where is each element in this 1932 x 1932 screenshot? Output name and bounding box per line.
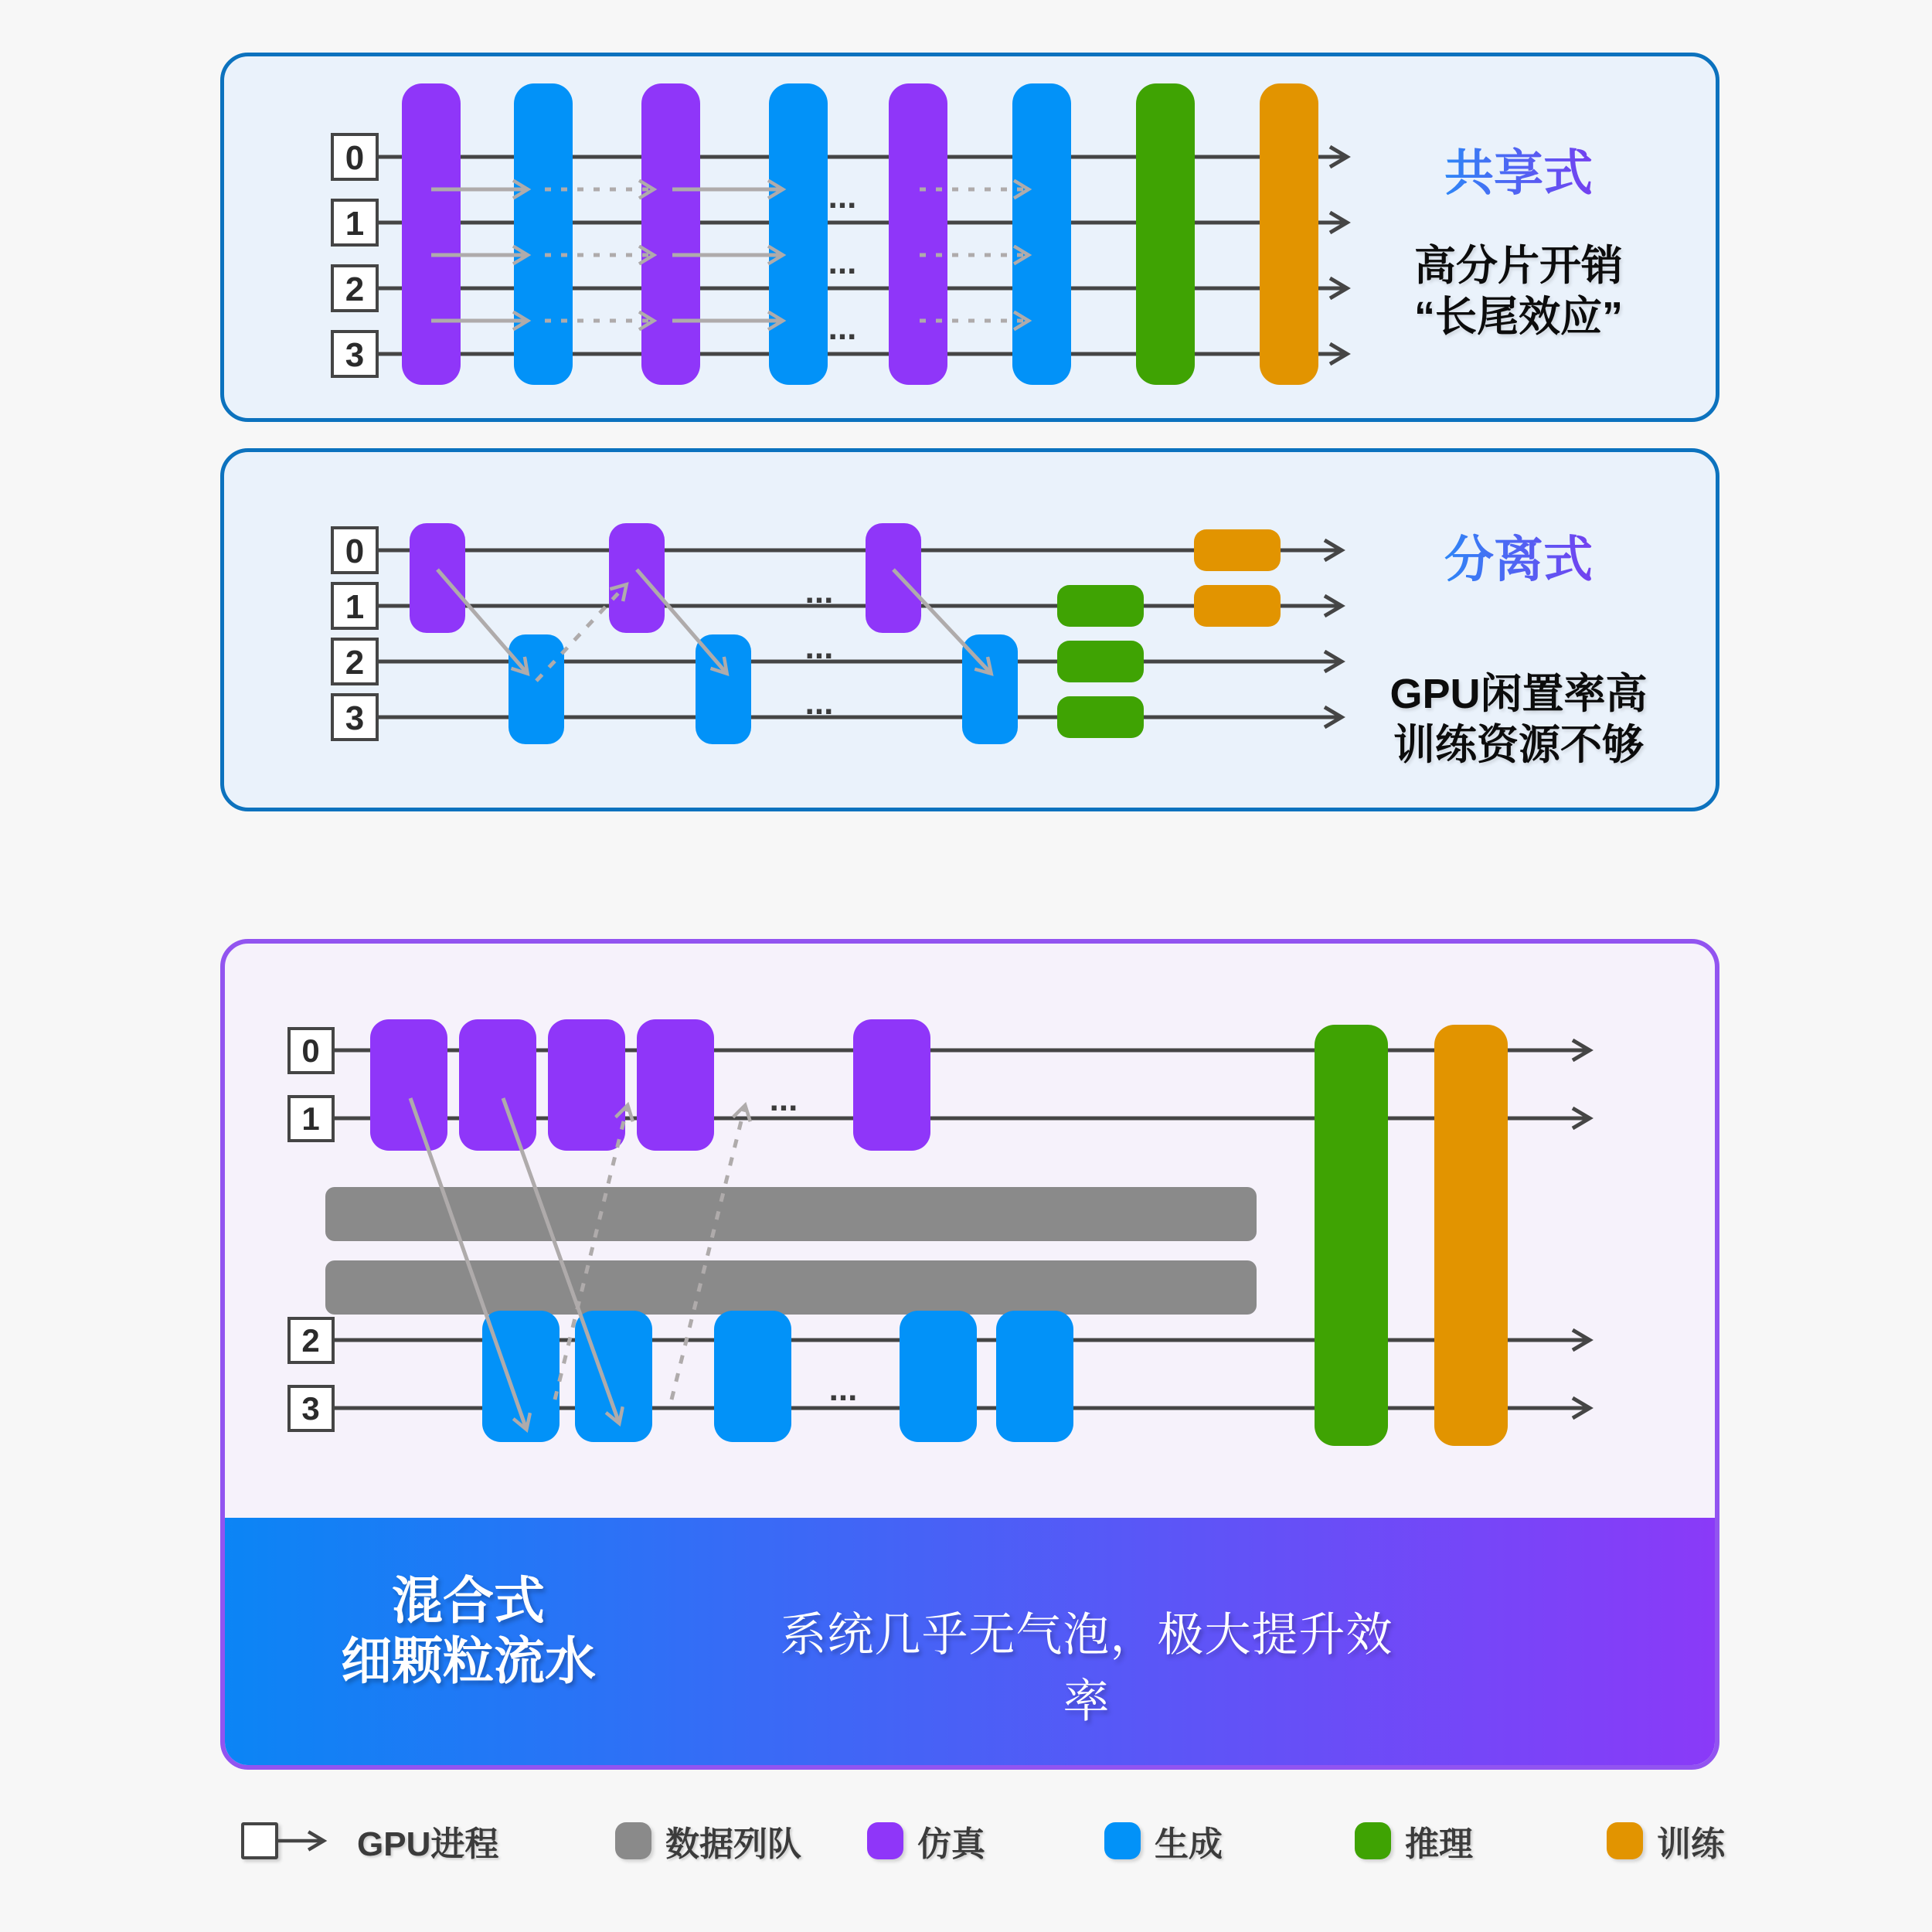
simulation-block bbox=[853, 1019, 930, 1151]
training-swatch bbox=[1607, 1822, 1643, 1859]
legend-training bbox=[1607, 1822, 1725, 1863]
simulation-block bbox=[370, 1019, 447, 1151]
gpu-row-label: 0 bbox=[345, 139, 365, 177]
gpu-row-label: 3 bbox=[301, 1390, 320, 1427]
legend-simulation-label: 仿真 bbox=[917, 1825, 985, 1863]
simulation-block bbox=[402, 83, 461, 385]
legend-simulation bbox=[867, 1822, 985, 1863]
generation-block bbox=[1012, 83, 1071, 385]
legend-gpu-process bbox=[241, 1822, 499, 1863]
simulation-block bbox=[641, 83, 700, 385]
simulation-block bbox=[459, 1019, 536, 1151]
inference-swatch bbox=[1355, 1822, 1391, 1859]
ellipsis: ... bbox=[828, 309, 857, 347]
ellipsis: ... bbox=[804, 684, 834, 722]
separated-title: 分离式 bbox=[1444, 520, 1593, 591]
training-block bbox=[1260, 83, 1318, 385]
ellipsis: ... bbox=[804, 628, 834, 666]
generation-block bbox=[996, 1311, 1073, 1442]
simulation-block bbox=[609, 523, 665, 633]
simulation-swatch bbox=[867, 1822, 903, 1859]
gpu-row-label: 3 bbox=[345, 699, 365, 737]
hybrid-diagram bbox=[225, 944, 1715, 1519]
legend-data-queue-label: 数据列队 bbox=[665, 1825, 801, 1863]
hybrid-title-line1: 混合式 bbox=[392, 1572, 545, 1629]
shared-side-text bbox=[1349, 134, 1689, 342]
training-block bbox=[1194, 585, 1281, 627]
inference-block bbox=[1057, 696, 1144, 738]
ellipsis: ... bbox=[828, 178, 857, 216]
gpu-process-arrow-icon bbox=[278, 1822, 343, 1859]
flow-arrow-dashed bbox=[536, 585, 626, 681]
hybrid-title-line2: 细颗粒流水 bbox=[341, 1632, 596, 1689]
hybrid-message: 系统几乎无气泡，极大提升效率 bbox=[780, 1609, 1393, 1727]
generation-block bbox=[696, 634, 751, 744]
legend-training-label: 训练 bbox=[1657, 1825, 1725, 1863]
panel-shared bbox=[220, 53, 1719, 422]
legend-inference bbox=[1355, 1822, 1473, 1863]
data-queue-bar bbox=[325, 1187, 1257, 1241]
generation-block bbox=[509, 634, 564, 744]
ellipsis: ... bbox=[828, 1370, 858, 1408]
data-queue-swatch bbox=[615, 1822, 651, 1859]
inference-block bbox=[1057, 641, 1144, 682]
gpu-row-label: 2 bbox=[345, 270, 365, 308]
gpu-row-label: 0 bbox=[301, 1032, 320, 1069]
legend-generation bbox=[1104, 1822, 1223, 1863]
separated-note-line2: 训练资源不够 bbox=[1393, 722, 1644, 768]
separated-side-text bbox=[1349, 520, 1689, 770]
simulation-block bbox=[637, 1019, 714, 1151]
inference-block bbox=[1136, 83, 1195, 385]
data-queue-bar bbox=[325, 1260, 1257, 1315]
gpu-row-label: 0 bbox=[345, 532, 365, 570]
shared-title: 共享式 bbox=[1444, 134, 1593, 205]
generation-block bbox=[900, 1311, 977, 1442]
gpu-row-label: 1 bbox=[345, 588, 365, 626]
simulation-block bbox=[866, 523, 921, 633]
simulation-block bbox=[889, 83, 947, 385]
inference-block bbox=[1057, 585, 1144, 627]
shared-note-line2: “长尾效应” bbox=[1414, 294, 1623, 340]
ellipsis: ... bbox=[769, 1080, 798, 1118]
legend-gpu-process-label: GPU进程 bbox=[357, 1825, 499, 1863]
ellipsis: ... bbox=[804, 573, 834, 611]
gpu-row-label: 1 bbox=[345, 205, 365, 243]
generation-block bbox=[482, 1311, 560, 1442]
inference-block bbox=[1315, 1025, 1388, 1446]
generation-block bbox=[714, 1311, 791, 1442]
gpu-row-label: 2 bbox=[345, 644, 365, 682]
simulation-block bbox=[548, 1019, 625, 1151]
gpu-row-label: 1 bbox=[301, 1100, 320, 1137]
gpu-process-swatch bbox=[241, 1822, 278, 1859]
hybrid-strip bbox=[225, 1518, 1715, 1765]
separated-note-line1: GPU闲置率高 bbox=[1389, 671, 1648, 717]
shared-note-line1: 高分片开销 bbox=[1414, 243, 1623, 289]
ellipsis: ... bbox=[828, 243, 857, 281]
training-block bbox=[1434, 1025, 1508, 1446]
training-block bbox=[1194, 529, 1281, 571]
generation-block bbox=[514, 83, 573, 385]
legend-generation-label: 生成 bbox=[1155, 1825, 1223, 1863]
panel-separated bbox=[220, 448, 1719, 811]
legend-data-queue bbox=[615, 1822, 801, 1863]
generation-block bbox=[769, 83, 828, 385]
generation-swatch bbox=[1104, 1822, 1141, 1859]
hybrid-title bbox=[294, 1570, 642, 1691]
panel-hybrid bbox=[220, 939, 1719, 1770]
legend-inference-label: 推理 bbox=[1405, 1825, 1473, 1863]
gpu-row-label: 3 bbox=[345, 336, 365, 374]
simulation-block bbox=[410, 523, 465, 633]
gpu-row-label: 2 bbox=[301, 1322, 320, 1359]
